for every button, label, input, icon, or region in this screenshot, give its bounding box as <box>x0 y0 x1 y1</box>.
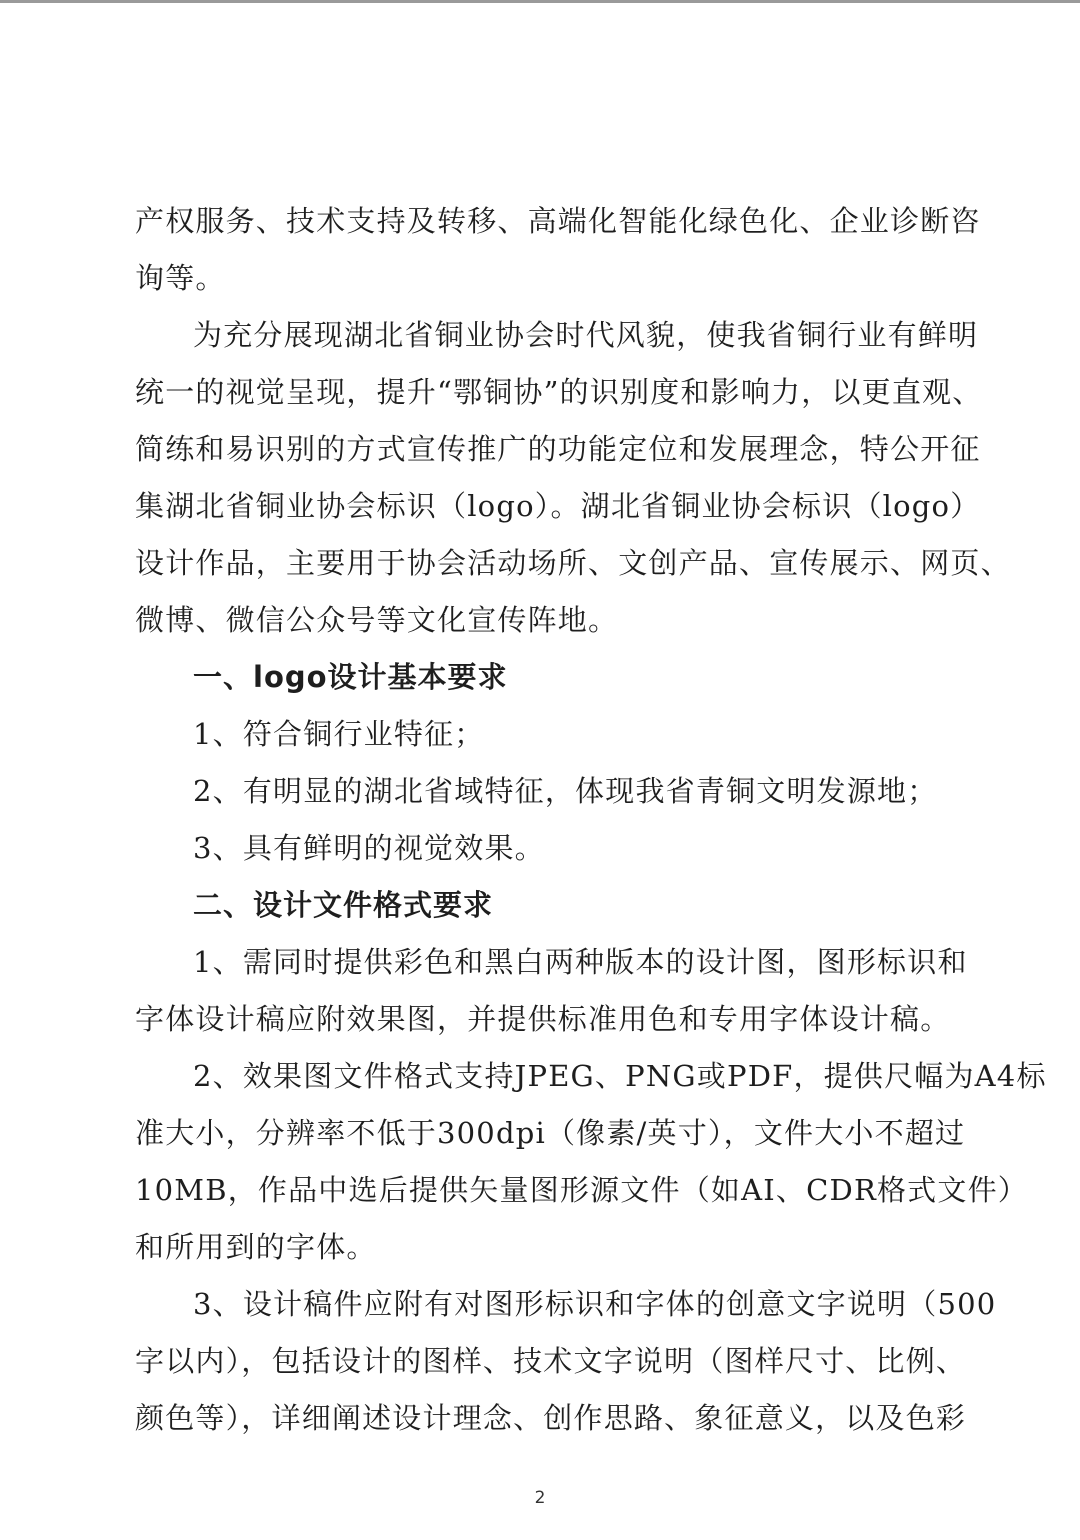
section-heading-1: 一、logo设计基本要求 <box>193 660 508 694</box>
paragraph-line: 和所用到的字体。 <box>135 1230 377 1264</box>
paragraph-line: 为充分展现湖北省铜业协会时代风貌，使我省铜行业有鲜明 <box>193 318 979 352</box>
paragraph-line: 1、需同时提供彩色和黑白两种版本的设计图，图形标识和 <box>193 945 968 979</box>
paragraph-line: 产权服务、技术支持及转移、高端化智能化绿色化、企业诊断咨 <box>135 204 981 238</box>
list-item: 2、有明显的湖北省域特征，体现我省青铜文明发源地； <box>193 774 938 808</box>
page-top-border <box>0 0 1080 3</box>
page-number: 2 <box>534 1488 546 1508</box>
paragraph-line: 统一的视觉呈现，提升“鄂铜协”的识别度和影响力，以更直观、 <box>135 375 983 409</box>
list-item: 3、具有鲜明的视觉效果。 <box>193 831 545 865</box>
list-item: 1、符合铜行业特征； <box>193 717 485 751</box>
section-heading-2: 二、设计文件格式要求 <box>193 888 494 922</box>
document-body <box>135 193 1047 1447</box>
paragraph-line: 字以内），包括设计的图样、技术文字说明（图样尺寸、比例、 <box>135 1344 967 1378</box>
paragraph-line: 集湖北省铜业协会标识（logo）。湖北省铜业协会标识（logo） <box>135 489 981 523</box>
paragraph-line: 字体设计稿应附效果图，并提供标准用色和专用字体设计稿。 <box>135 1002 951 1036</box>
paragraph-line: 颜色等），详细阐述设计理念、创作思路、象征意义，以及色彩 <box>135 1401 967 1435</box>
paragraph-line: 微博、微信公众号等文化宣传阵地。 <box>135 603 619 637</box>
paragraph-line: 询等。 <box>135 261 226 295</box>
paragraph-line: 2、效果图文件格式支持JPEG、PNG或PDF，提供尺幅为A4标 <box>193 1059 1047 1093</box>
paragraph-line: 3、设计稿件应附有对图形标识和字体的创意文字说明（500 <box>193 1287 997 1321</box>
paragraph-line: 简练和易识别的方式宣传推广的功能定位和发展理念，特公开征 <box>135 432 981 466</box>
paragraph-line: 10MB，作品中选后提供矢量图形源文件（如AI、CDR格式文件） <box>135 1173 1028 1207</box>
paragraph-line: 设计作品，主要用于协会活动场所、文创产品、宣传展示、网页、 <box>135 546 1011 580</box>
paragraph-line: 准大小，分辨率不低于300dpi（像素/英寸），文件大小不超过 <box>135 1116 966 1150</box>
